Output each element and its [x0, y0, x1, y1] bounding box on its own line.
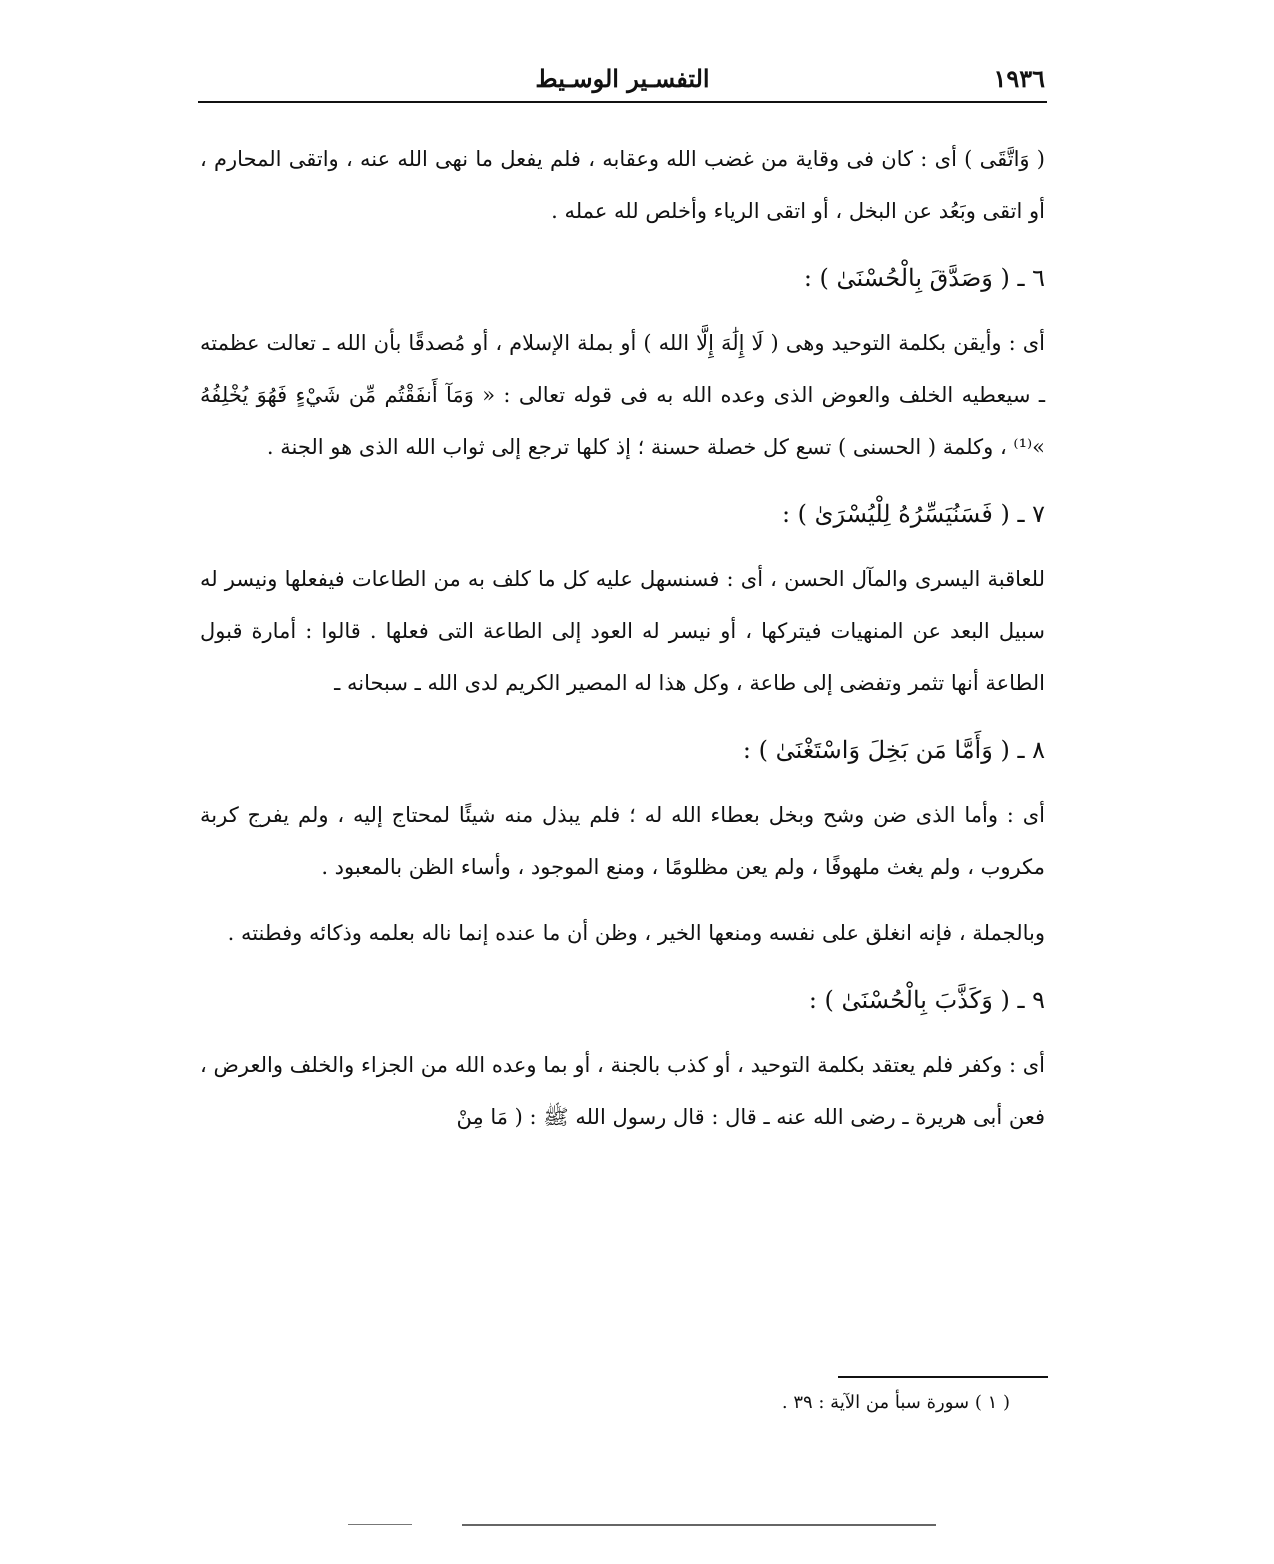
bottom-scan-line-short	[348, 1524, 412, 1525]
footnote: ( ١ ) سورة سبأ من الآية : ٣٩ .	[781, 1392, 1010, 1413]
paragraph-bil-jumla: وبالجملة ، فإنه انغلق على نفسه ومنعها الخير ، وظن أن ما عنده إنما ناله بعلمه وذكائه وفطنته .	[227, 921, 1045, 945]
header-rule	[198, 101, 1047, 103]
verse-heading-7: ٧ ـ ( فَسَنُيَسِّرُهُ لِلْيُسْرَىٰ ) :	[781, 500, 1045, 528]
footnote-rule	[838, 1376, 1048, 1378]
paragraph-yusra: للعاقبة اليسرى والمآل الحسن ، أى : فسنسهل عليه كل ما كلف به من الطاعات فيفعلها ونيسر له سبيل البعد عن المنهيات فيتركها ، أو نيسر له العود إلى الطاعة التى فعلها . قالوا : أمارة قبول الطاعة أنها تثمر وتفضى إلى طاعة ، وكل هذا له المصير الكريم لدى الله ـ سبحانه ـ	[200, 567, 1045, 695]
page-number: ١٩٣٦	[993, 64, 1045, 93]
paragraph-husna: أى : وأيقن بكلمة التوحيد وهى ( لَا إِلَٰهَ إِلَّا الله ) أو بملة الإسلام ، أو مُصدقًا بأن الله ـ تعالت عظمته ـ سيعطيه الخلف والعوض الذى وعده الله به فى قوله تعالى : « وَمَآ أَنفَقْتُم مِّن شَيْءٍ فَهُوَ يُخْلِفُهُ »⁽¹⁾ ، وكلمة ( الحسنى ) تسع كل خصلة حسنة ؛ إذ كلها ترجع إلى ثواب الله الذى هو الجنة .	[200, 331, 1045, 459]
running-title: التفسـير الوسـيط	[535, 64, 710, 93]
verse-heading-6: ٦ ـ ( وَصَدَّقَ بِالْحُسْنَىٰ ) :	[803, 264, 1045, 292]
verse-heading-8: ٨ ـ ( وَأَمَّا مَن بَخِلَ وَاسْتَغْنَىٰ ) :	[742, 736, 1045, 764]
paragraph-kadhdhaba: أى : وكفر فلم يعتقد بكلمة التوحيد ، أو كذب بالجنة ، أو بما وعده الله من الجزاء والخلف والعرض ، فعن أبى هريرة ـ رضى الله عنه ـ قال : قال رسول الله ﷺ : ( مَا مِنْ	[200, 1053, 1045, 1129]
page-body	[200, 133, 1045, 1157]
paragraph-ittaqa: ( وَاتَّقَى ) أى : كان فى وقاية من غضب الله وعقابه ، فلم يفعل ما نهى الله عنه ، واتقى المحارم ، أو اتقى وبَعُد عن البخل ، أو اتقى الرياء وأخلص لله عمله .	[200, 147, 1045, 223]
verse-heading-9: ٩ ـ ( وَكَذَّبَ بِالْحُسْنَىٰ ) :	[808, 986, 1045, 1014]
paragraph-bakhil: أى : وأما الذى ضن وشح وبخل بعطاء الله له ؛ فلم يبذل منه شيئًا لمحتاج إليه ، ولم يفرج كربة مكروب ، ولم يغث ملهوفًا ، ولم يعن مظلومًا ، ومنع الموجود ، وأساء الظن بالمعبود .	[200, 803, 1045, 879]
bottom-scan-line-long	[462, 1524, 936, 1526]
page-header	[200, 60, 1045, 100]
